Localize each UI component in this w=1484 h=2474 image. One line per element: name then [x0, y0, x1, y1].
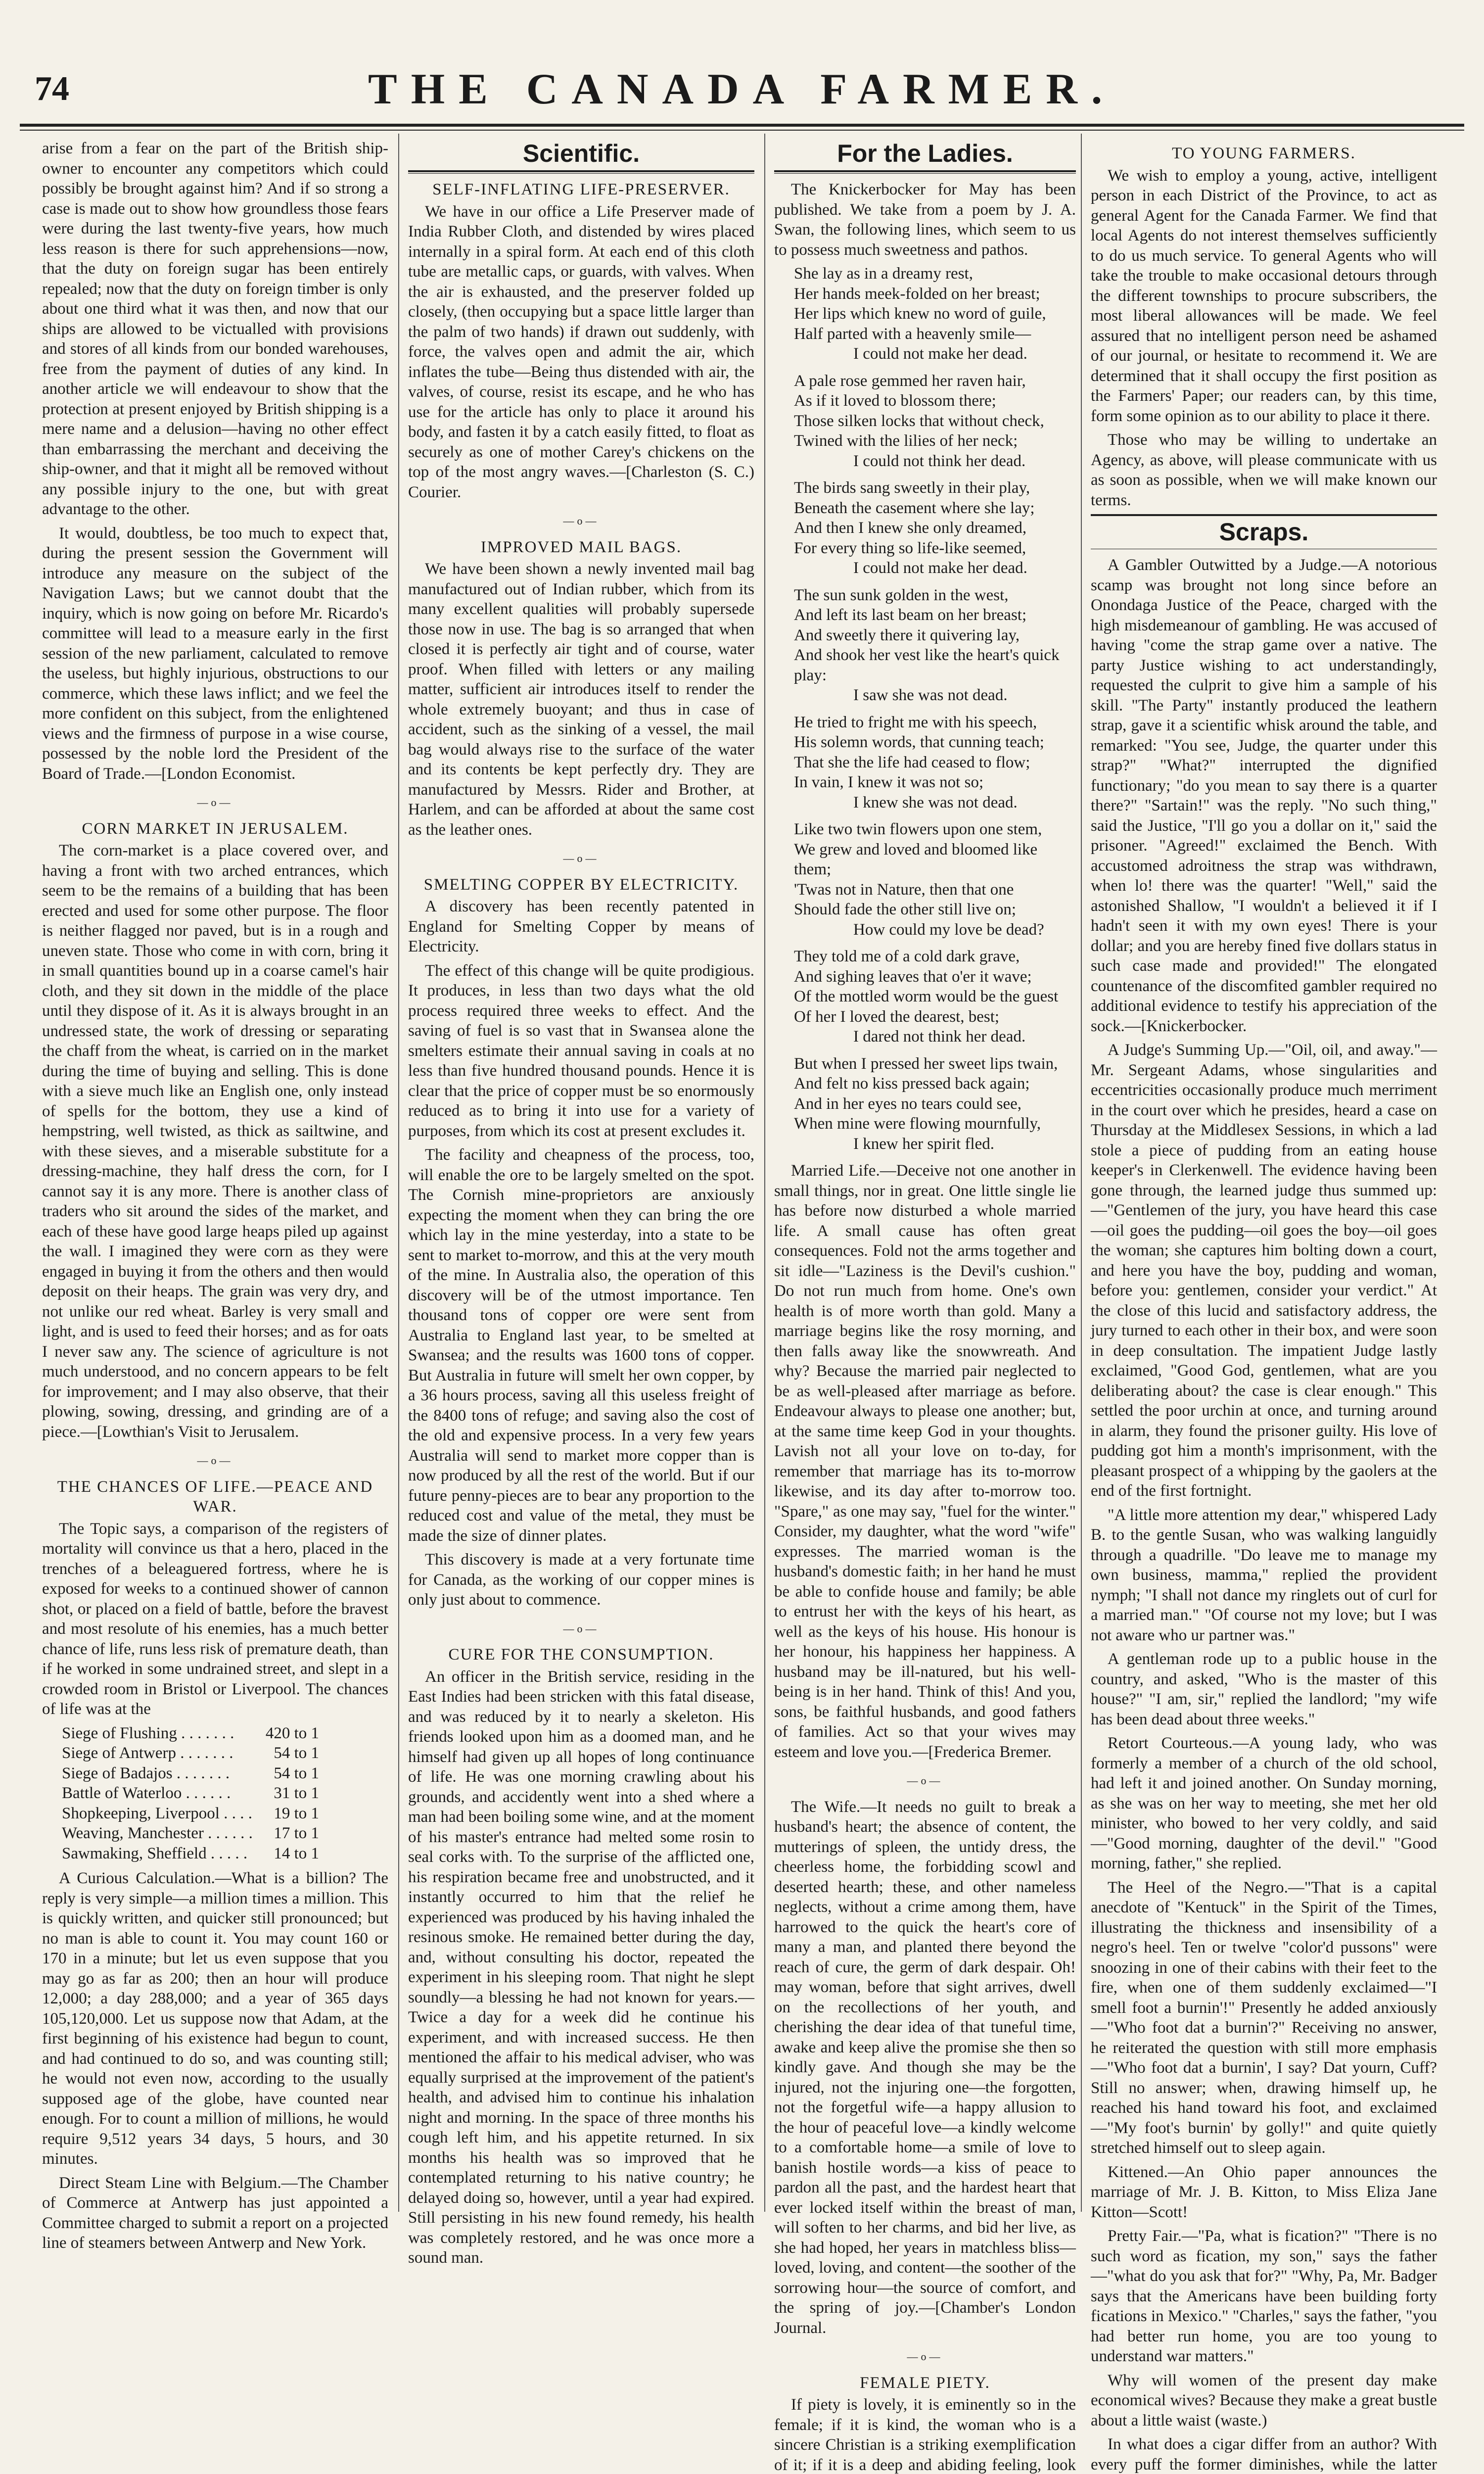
poem-line: I could not make her dead.: [853, 345, 1027, 363]
scrap-paragraph: Why will women of the present day make economical wives? Because they make a great bustle about a little waist (waste.): [1091, 2371, 1437, 2429]
section-heading-scientific: Scientific.: [522, 140, 640, 167]
stanza-break: [794, 364, 1076, 371]
article-paragraph: The facility and cheapness of the process, too, will enable the ore to be largely smelted on the spot. The Cornish mine-proprietors are anxiously expecting the moment when they can bring the ore which lay in the mine yesterday, into a state to be sent to market to-morrow, and this at the very mouth of the mine. In Australia also, the operation of this discovery will be of the utmost importance. Ten thousand tons of copper ore were sent from Australia to England last year, to be smelted at Swansea; and the results was 1600 tons of copper. But Australia in future will smelt her own copper, by a 36 hours process, saving all this useless freight of the 8400 tons of refuge; and saving also the cost of the old and expensive process. In a very few years Australia will send to market more copper than is now produced by all the rest of the world. But if our future penny-pieces are to bear any proportion to the reduced cost and value of the metal, they must be made the size of dinner plates.: [408, 1146, 754, 1545]
table-row: Siege of Antwerp . . . . . . . 54 to 1: [62, 1744, 319, 1762]
page-number: 74: [35, 70, 69, 108]
poem-line: I knew her spirit fled.: [853, 1135, 994, 1153]
poem-line: How could my love be dead?: [853, 920, 1044, 939]
article-paragraph: Married Life.—Deceive not one another in small things, nor in great. One little single lie has before now disturbed a whole married life. A small cause has often great consequences. Fold not the arms together and sit idle—"Laziness is the Devil's cushion." Do not run much from home. One's own health is of more worth than gold. Many a marriage begins like the rosy morning, and then falls away like the snowwreath. And why? Because the married pair neglected to be as well-pleased after marriage as before. Endeavour always to please one another; but, at the same time keep God in your thoughts. Lavish not all your love on to-day, for remember that marriage has its to-morrow likewise, and its day after to-morrow too. "Spare," as one may say, "fuel for the winter." Consider, my daughter, what the word "wife" expresses. The married woman is the husband's domestic faith; in her hand he must be able to confide house and family; be able to entrust her with the keys of his heart, as well as the keys of his house. His honour is her honour, his happiness her happiness. A husband may be ill-natured, but his well-being is in her hand. Think of this! And you, sons, be faithful husbands, and good fathers of families. Act so that your wives may esteem and love you.—[Frederica Bremer.: [774, 1162, 1076, 1761]
scrap-paragraph: A Gambler Outwitted by a Judge.—A notorious scamp was brought not long since before an Onondaga Justice of the Peace, charged with the high misdemeanour of gambling. He was accused of having "come the strap game over a native. The party Justice wishing to act understandingly, requested the culprit to give him a sample of his skill. "The Party" instantly produced the leathern strap, gave it a scientific whisk around the table, and remarked: "You see, Judge, the quarter under this strap?" "What?" interrupted the dignified functionary; "do you mean to say there is a quarter there?" "Sartain!" was the reply. "No such thing," said the Justice, "I'll go you a dollar on it," said the prisoner. "Agreed!" exclaimed the Bench. With accustomed adroitness the strap was withdrawn, when lo! there was the quarter! "Well," said the astonished Shallow, "I wouldn't a believed it if I hadn't seen it with my own eyes! There is your dollar; and you are hereby fined five dollars status in such case made and provided!" The elongated countenance of the discomfited gambler required no additional evidence to testify his appreciation of the sock.—[Knickerbocker.: [1091, 556, 1437, 1035]
heading-rule-thin: [408, 173, 754, 174]
column-divider: [1081, 134, 1082, 2212]
stanza-break: [794, 471, 1076, 478]
article-title-female-piety: FEMALE PIETY.: [860, 2374, 990, 2392]
article-title-young-farmers: TO YOUNG FARMERS.: [1172, 144, 1356, 162]
article-title-consumption: CURE FOR THE CONSUMPTION.: [448, 1646, 714, 1664]
scrap-paragraph: Retort Courteous.—A young lady, who was formerly a member of a church of the old school, had left it and joined another. On Sunday morning, as she was on her way to meeting, she met her old minister, who bowed to her very coldly, and said—"Good morning, daughter of the devil." "Good morning, father," she replied.: [1091, 1734, 1437, 1872]
section-heading-scraps: Scraps.: [1219, 518, 1309, 546]
poem-line: Of the mottled worm would be the guest: [794, 988, 1059, 1005]
masthead: [20, 64, 1464, 124]
poem-line: I dared not think her dead.: [853, 1028, 1026, 1046]
poem-line: As if it loved to blossom there;: [794, 392, 996, 410]
poem-line: Like two twin flowers upon one stem,: [794, 820, 1042, 838]
newspaper-title: THE CANADA FARMER.: [368, 65, 1116, 113]
poem-line: That she the life had ceased to flow;: [794, 753, 1030, 771]
separator: —o—: [197, 1454, 233, 1467]
poem-line: For every thing so life-like seemed,: [794, 539, 1026, 557]
poem-line: Of her I loved the dearest, best;: [794, 1007, 1000, 1026]
article-paragraph: We have been shown a newly invented mail bag manufactured out of Indian rubber, which from its many excellent qualities will probably supersede those now in use. The bag is so arranged that when closed it is perfectly air tight and of course, water proof. When filled with letters or any mailing matter, sufficient air introduces itself to render the whole extremely buoyant; and thus in case of accident, such as the sinking of a vessel, the mail bag would always rise to the surface of the water and its contents be kept perfectly dry. They are manufactured by Messrs. Rider and Brother, at Harlem, and can be afforded at about the same cost as the leather ones.: [408, 560, 754, 839]
stanza-break: [794, 940, 1076, 947]
poem-line: A pale rose gemmed her raven hair,: [794, 372, 1026, 390]
poem-line: The birds sang sweetly in their play,: [794, 479, 1030, 497]
poem-line: Her hands meek-folded on her breast;: [794, 285, 1040, 303]
heading-rule: [1091, 514, 1437, 516]
scrap-paragraph: A Judge's Summing Up.—"Oil, oil, and away."—Mr. Sergeant Adams, whose singularities and eccentricities occasionally produce much merriment in the court over which he presides, heard a case on Thursday at the Middlesex Sessions, in which a lad stole a piece of pudding from an eating house keeper's in Clerkenwell. The evidence having been gone through, the learned judge thus summed up:—"Gentlemen of the jury, you have heard this case—oil goes the pudding—oil goes the boy—oil goes the woman; she captures him bolting down a court, and here you have the boy, pudding and woman, before you: gentlemen, consider your verdict." At the close of this lucid and satisfactory address, the jury turned to each other in their box, and were soon in deep consultation. The impatient Judge lastly exclaimed, "Good God, gentlemen, what are you deliberating about? the case is clear enough." This settled the poor urchin at once, and turning around in alarm, they found the prisoner guilty. His love of pudding got him a month's imprisonment, with the pleasant prospect of a whipping by the gaolers at the end of the first fortnight.: [1091, 1041, 1437, 1500]
stanza-break: [794, 812, 1076, 819]
column-2: [408, 139, 754, 2267]
article-paragraph: If piety is lovely, it is eminently so in the female; if it is kind, the woman who is a sincere Christian is a striking exemplification of it; if it is a deep and abiding feeling, look: [774, 2396, 1076, 2474]
table-row: Weaving, Manchester . . . . . . 17 to 1: [62, 1824, 319, 1842]
poem-line: And sweetly there it quivering lay,: [794, 626, 1020, 644]
scrap-paragraph: Pretty Fair.—"Pa, what is fication?" "There is no such word as fication, my son," says the father—"what do you ask that for?" "Why, Pa, Mr. Badger says that the Americans have been building forty fications in Mexico." "Charles," says the father, "you had better run home, you are too young to understand war matters.": [1091, 2227, 1437, 2365]
poem-line: Beneath the casement where she lay;: [794, 499, 1035, 517]
table-row: Siege of Flushing . . . . . . . 420 to 1: [62, 1724, 319, 1742]
article-paragraph: It would, doubtless, be too much to expect that, during the present session the Government will introduce any measure on the subject of the Navigation Laws; but we cannot doubt that the inquiry, which is now going on before Mr. Ricardo's committee will lead to a measure early in the first session of the new parliament, calculated to remove the useless, but highly injurious, obstructions to our commerce, which these laws inflict; and we feel the more confident on this subject, from the enlightened views and the firmness of purpose in a wise course, possessed by the noble lord the President of the Board of Trade.—[London Economist.: [42, 524, 388, 783]
separator: —o—: [907, 1774, 943, 1787]
heading-rule-thin: [774, 173, 1076, 174]
poem-line: Half parted with a heavenly smile—: [794, 325, 1031, 343]
article-paragraph: We wish to employ a young, active, intelligent person in each District of the Province, to act as general Agent for the Canada Farmer. We find that local Agents do not interest themselves sufficiently to do us much service. To general Agents who will take the trouble to make occasional detours through the different townships to procure subscribers, the most liberal allowances will be made. We feel assured that no intelligent person need be ashamed of our journal, or hesitate to recommend it. We are determined that it shall occupy the first position as the Farmers' Paper; our readers can, by this time, form some opinion as to our ability to place it there.: [1091, 166, 1437, 425]
poem-line: When mine were flowing mournfully,: [794, 1115, 1041, 1133]
poem-line: And sighing leaves that o'er it wave;: [794, 967, 1032, 986]
poem-line: Twined with the lilies of her neck;: [794, 432, 1018, 450]
table-row: Shopkeeping, Liverpool . . . . 19 to 1: [62, 1804, 319, 1822]
scrap-paragraph: "A little more attention my dear," whispered Lady B. to the gentle Susan, who was walking languidly through a quadrille. "Do leave me to manage my own business, mamma," replied the provident nymph; "I shall not dance my ringlets out of curl for a married man." "Of course not my love; but I was not aware who ur partner was.": [1091, 1506, 1437, 1644]
poem-line: I knew she was not dead.: [853, 793, 1018, 811]
article-paragraph: The corn-market is a place covered over, and having a front with two arched entrances, which seem to be the remains of a building that has been erected and used for some other purpose. The floor is neither flagged nor paved, but is in a rough and uneven state. Those who come in with corn, bring it in small quantities bound up in a coarse camel's hair cloth, and they sit down in the middle of the place until they dispose of it. As it is always brought in an undressed state, the work of dressing or separating the chaff from the wheat, is carried on in the market during the time of buying and selling. This is done with a sieve much like an English one, only instead of spells for the bottom, they use a kind of hempstring, well twisted, as thick as sailtwine, and with these sieves, and a miserable substitute for a dressing-machine, they half dress the corn, for I cannot say it is any more. There is another class of traders who sit around the sides of the market, and each of these have good large heaps piled up against the wall. I imagined they were corn as they were engaged in buying it from the others and then would deposit on their heaps. The grain was very dry, and not unlike our red wheat. Barley is very small and light, and is used to feed their horses; and as for oats I never saw any. The science of agriculture is not much understood, and no concern appears to be felt for improvement; and I may also observe, that their plowing, sowing, dressing, and grinding are of a piece.—[Lowthian's Visit to Jerusalem.: [42, 842, 388, 1441]
poem-line: I could not make her dead.: [853, 559, 1027, 577]
poem-line: Those silken locks that without check,: [794, 412, 1044, 430]
separator: —o—: [197, 796, 233, 809]
article-paragraph: Direct Steam Line with Belgium.—The Chamber of Commerce at Antwerp has just appointed a Committee charged to submit a report on a projected line of steamers between Antwerp and New York.: [42, 2174, 388, 2252]
separator: —o—: [563, 515, 600, 527]
poem-line: 'Twas not in Nature, then that one: [794, 880, 1014, 899]
poem-line: And then I knew she only dreamed,: [794, 519, 1027, 537]
article-paragraph: We have in our office a Life Preserver made of India Rubber Cloth, and distended by wires placed internally in a spiral form. At each end of this cloth tube are metallic caps, or guards, with valves. When the air is exhausted, and the preserver folded up closely, (then occupying but a space little larger than the palm of two hands) if drawn out suddenly, with force, the valves open and admit the air, which inflates the tube—Being thus distended with air, the valves, of course, resist its escape, and he who has use for the article has only to place it around his body, and fasten it by a catch easily fitted, to float as securely as one of mother Carey's chickens on the top of the most angry waves.—[Charleston (S. C.) Courier.: [408, 202, 754, 501]
table-row: Battle of Waterloo . . . . . . 31 to 1: [62, 1784, 319, 1802]
article-title-life-preserver: SELF-INFLATING LIFE-PRESERVER.: [432, 181, 730, 198]
column-1: [42, 139, 388, 2252]
heading-rule: [774, 170, 1076, 172]
poem-line: She lay as in a dreamy rest,: [794, 265, 973, 283]
scrap-paragraph: The Heel of the Negro.—"That is a capital anecdote of "Kentuck" in the Spirit of the Times, illustrating the thickness and insensibility of a negro's heel. Ten or twelve "color'd pussons" were snoozing in one of their cabins with their feet to the fire, when one of them suddenly exclaimed—"I smell foot a burnin'!" Presently he added anxiously—"Who foot dat a burnin'?" Receiving no answer, he reiterated the question with still more emphasis—"Who foot dat a burnin', I say? Dat yourn, Cuff? Still no answer; when, drawing himself up, he reached his hand toward his foot, and exclaimed—"My foot's burnin' by golly!" and quite quietly stretched himself out to sleep again.: [1091, 1878, 1437, 2157]
column-divider: [764, 134, 765, 2212]
table-row: Sawmaking, Sheffield . . . . . 14 to 1: [62, 1844, 319, 1862]
poem-line: His solemn words, that cunning teach;: [794, 733, 1044, 751]
article-paragraph: The effect of this change will be quite prodigious. It produces, in less than two days what the old process required three weeks to effect. And the saving of fuel is so vast that in Swansea alone the smelters estimate their annual saving in coals at no less than five hundred thousand pounds. Hence it is clear that the price of copper must be so enormously reduced as to bring it into use for a variety of purposes, from which its cost at present excludes it.: [408, 961, 754, 1140]
masthead-rule: [20, 124, 1464, 127]
poem-line: I could not think her dead.: [853, 452, 1026, 470]
poem-line: I saw she was not dead.: [853, 686, 1008, 704]
poem-line: And in her eyes no tears could see,: [794, 1094, 1022, 1113]
stanza-break: [794, 578, 1076, 585]
column-4: [1091, 139, 1437, 2474]
article-title-mail-bags: IMPROVED MAIL BAGS.: [480, 538, 682, 556]
article-paragraph: A discovery has been recently patented in England for Smelting Copper by means of Electricity.: [408, 898, 754, 955]
article-paragraph: The Wife.—It needs no guilt to break a husband's heart; the absence of content, the mutterings of spleen, the untidy dress, the cheerless home, the forbidding scowl and deserted hearth; these, and other nameless neglects, without a crime among them, have harrowed to the quick the heart's core of many a man, and planted there beyond the reach of cure, the germ of dark despair. Oh! may woman, before that sight arrives, dwell on the recollections of her youth, and cherishing the dear idea of that tuneful time, awake and keep alive the promise she then so kindly gave. And though she may be the injured, not the injuring one—the forgotten, not the forgetful wife—a happy allusion to the hour of peaceful love—a kindly welcome to a comfortable home—a smile of love to banish hostile words—a kiss of peace to pardon all the past, and the hardest heart that ever locked itself within the breast of man, will soften to her charms, and bid her live, as she had hoped, her years in matchless bliss—loved, loving, and content—the soother of the sorrowing hour—the source of comfort, and the spring of joy.—[Chamber's London Journal.: [774, 1798, 1076, 2337]
scrap-paragraph: Kittened.—An Ohio paper announces the marriage of Mr. J. B. Kitton, to Miss Eliza Jane Kitton—Scott!: [1091, 2163, 1437, 2221]
article-paragraph: An officer in the British service, residing in the East Indies had been stricken with this fatal disease, and was reduced by it to nearly a skeleton. His friends looked upon him as a doomed man, and he himself had given up all hopes of long continuance of life. He was one morning crawling about his grounds, and accidently went into a shed where a man had been boiling some wine, and at the moment of his master's entrance had melted some rosin to seal corks with. To the surprise of the afflicted one, his respiration became free and unobstructed, and it instantly occurred to him that the relief he experienced was produced by his having inhaled the resinous smoke. He remained better during the day, and, without consulting his doctor, repeated the experiment in his sleeping room. That night he slept soundly—a blessing he had not known for years.—Twice a day for a week did he continue his experiment, and with increased success. He then mentioned the affair to his medical adviser, who was equally surprised at the improvement of the patient's health, and advised him to continue his inhalation night and morning. In the space of three months his cough left him, and his appetite returned. In six months his health was so improved that he contemplated returning to his native country; he delayed doing so, however, until a year had expired. Still persisting in his new found remedy, his health was completely restored, and he was once more a sound man.: [408, 1667, 754, 2267]
article-paragraph: The Knickerbocker for May has been published. We take from a poem by J. A. Swan, the following lines, which seem to us to possess much sweetness and pathos.: [774, 181, 1076, 259]
poem-line: And shook her vest like the heart's quick play:: [794, 646, 1060, 684]
separator: —o—: [563, 852, 600, 864]
article-title-smelting-copper: SMELTING COPPER BY ELECTRICITY.: [423, 875, 739, 894]
poem-line: And left its last beam on her breast;: [794, 606, 1027, 624]
stanza-break: [794, 1047, 1076, 1054]
column-divider: [398, 134, 399, 2212]
poem-line: They told me of a cold dark grave,: [794, 948, 1020, 965]
article-title-corn-market: CORN MARKET IN JERUSALEM.: [82, 819, 349, 838]
article-paragraph: A Curious Calculation.—What is a billion? The reply is very simple—a million times a million. This is quickly written, and quicker still pronounced; but no man is able to count it. You may count 160 or 170 in a minute; but let us even suppose that you may go as far as 200; then an hour will produce 12,000; a day 288,000; and a year of 365 days 105,120,000. Let us suppose now that Adam, at the first beginning of his existence had begun to count, and had continued to do so, and was counting still; he would not even now, according to the usually supposed age of the globe, have counted near enough. For to count a million of millions, he would require 9,512 years 34 days, 5 hours, and 30 minutes.: [42, 1869, 388, 2168]
poem-line: In vain, I knew it was not so;: [794, 773, 984, 791]
poem-line: The sun sunk golden in the west,: [794, 586, 1009, 604]
article-paragraph: The Topic says, a comparison of the registers of mortality will convince us that a hero, placed in the trenches of a beleaguered fortress, where he is exposed for weeks to a continued shower of cannon shot, or placed on a field of battle, before the bravest and most resolute of his enemies, has a much better chance of life, runs less risk of premature death, than if he worked in some undrained street, and slept in a crowded room in Bristol or Liverpool. The chances of life was at the: [42, 1520, 388, 1718]
poem-line: He tried to fright me with his speech,: [794, 713, 1037, 731]
poem-line: Should fade the other still live on;: [794, 901, 1017, 918]
scrap-paragraph: A gentleman rode up to a public house in the country, and asked, "Who is the master of this house?" "I am, sir," replied the landlord; "my wife has been dead about three weeks.": [1091, 1650, 1437, 1728]
section-heading-ladies: For the Ladies.: [837, 140, 1013, 167]
separator: —o—: [907, 2350, 943, 2363]
stanza-break: [794, 706, 1076, 713]
poem-line: And felt no kiss pressed back again;: [794, 1075, 1030, 1093]
masthead-rule-thin: [20, 130, 1464, 131]
scrap-paragraph: In what does a cigar differ from an author? With every puff the former diminishes, while the latter: [1091, 2435, 1437, 2474]
poem-line: But when I pressed her sweet lips twain,: [794, 1054, 1058, 1073]
separator: —o—: [563, 1622, 600, 1635]
mortality-table: [62, 1723, 388, 1864]
column-3: [774, 139, 1076, 2474]
article-paragraph: This discovery is made at a very fortunate time for Canada, as the working of our copper mines is only just about to commence.: [408, 1551, 754, 1609]
article-paragraph: arise from a fear on the part of the British ship-owner to encounter any competitors which could possibly be brought against him? And if so strong a case is made out to show how groundless those fears were during the last twenty-five years, how much less reason is there for such apprehensions—now, that the duty on foreign sugar has been entirely repealed; now that the duty on foreign timber is only about one third what it was then, and now that our ships are allowed to be victualled with provisions and stores of all kinds from our bonded warehouses, free from the payment of duties of any kind. In another article we will endeavour to show that the protection at present enjoyed by British shipping is a mere name and a delusion—having no other effect than embarrassing the merchant and deceiving the ship-owner, and that it might all be removed without any possible injury to the one, but with great advantage to the other.: [42, 140, 388, 518]
poem: [794, 264, 1076, 1154]
article-paragraph: Those who may be willing to undertake an Agency, as above, will please communicate with us as soon as possible, when we will make known our terms.: [1091, 431, 1437, 509]
poem-line: Her lips which knew no word of guile,: [794, 305, 1046, 323]
article-title-chances-of-life: THE CHANCES OF LIFE.—PEACE AND WAR.: [57, 1477, 373, 1516]
table-row: Siege of Badajos . . . . . . . 54 to 1: [62, 1764, 319, 1782]
poem-line: We grew and loved and bloomed like them;: [794, 840, 1038, 878]
heading-rule: [408, 170, 754, 172]
